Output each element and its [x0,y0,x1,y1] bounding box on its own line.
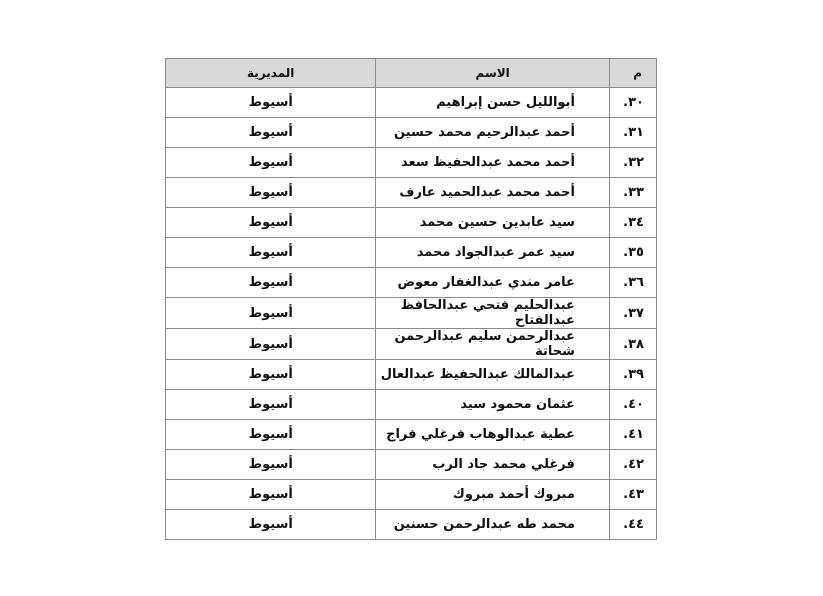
person-name: أبوالليل حسن إبراهيم [376,88,609,118]
table-row [166,238,657,268]
header-directorate: المديرية [166,59,376,88]
row-number: ٣٢. [609,148,656,178]
person-name: عبدالحليم فتحي عبدالحافظ عبدالفتاح [376,298,609,329]
directorate: أسيوط [166,360,376,390]
table-row [166,268,657,298]
person-name: سيد عمر عبدالجواد محمد [376,238,609,268]
table-row [166,420,657,450]
directorate: أسيوط [166,298,376,329]
row-number: ٤٢. [609,450,656,480]
header-name: الاسم [376,59,609,88]
person-name: عطية عبدالوهاب فرغلي فراج [376,420,609,450]
row-number: ٤٠. [609,390,656,420]
table-row [166,360,657,390]
names-table [165,58,657,540]
directorate: أسيوط [166,238,376,268]
directorate: أسيوط [166,329,376,360]
table-row [166,510,657,540]
table-body [166,88,657,540]
table-row [166,208,657,238]
table-row [166,390,657,420]
table-row [166,118,657,148]
person-name: مبروك أحمد مبروك [376,480,609,510]
row-number: ٣١. [609,118,656,148]
person-name: أحمد محمد عبدالحفيظ سعد [376,148,609,178]
row-number: ٣٨. [609,329,656,360]
person-name: أحمد عبدالرحيم محمد حسين [376,118,609,148]
table-row [166,450,657,480]
person-name: فرغلي محمد جاد الرب [376,450,609,480]
directorate: أسيوط [166,268,376,298]
row-number: ٤٣. [609,480,656,510]
directorate: أسيوط [166,420,376,450]
row-number: ٣٧. [609,298,656,329]
table-row [166,88,657,118]
directorate: أسيوط [166,480,376,510]
directorate: أسيوط [166,178,376,208]
directorate: أسيوط [166,450,376,480]
row-number: ٣٣. [609,178,656,208]
table-row [166,178,657,208]
person-name: عبدالمالك عبدالحفيظ عبدالعال [376,360,609,390]
person-name: محمد طه عبدالرحمن حسنين [376,510,609,540]
table-row [166,298,657,329]
directorate: أسيوط [166,390,376,420]
row-number: ٣٦. [609,268,656,298]
row-number: ٣٠. [609,88,656,118]
row-number: ٤٤. [609,510,656,540]
directorate: أسيوط [166,510,376,540]
person-name: عبدالرحمن سليم عبدالرحمن شحاتة [376,329,609,360]
person-name: سيد عابدين حسين محمد [376,208,609,238]
header-row [166,59,657,88]
table-row [166,480,657,510]
row-number: ٣٩. [609,360,656,390]
row-number: ٣٤. [609,208,656,238]
directorate: أسيوط [166,148,376,178]
row-number: ٣٥. [609,238,656,268]
directorate: أسيوط [166,208,376,238]
directorate: أسيوط [166,118,376,148]
person-name: أحمد محمد عبدالحميد عارف [376,178,609,208]
directorate: أسيوط [166,88,376,118]
row-number: ٤١. [609,420,656,450]
person-name: عثمان محمود سيد [376,390,609,420]
table-row [166,329,657,360]
header-number: م [609,59,656,88]
person-name: عامر مندي عبدالغفار معوض [376,268,609,298]
table-row [166,148,657,178]
